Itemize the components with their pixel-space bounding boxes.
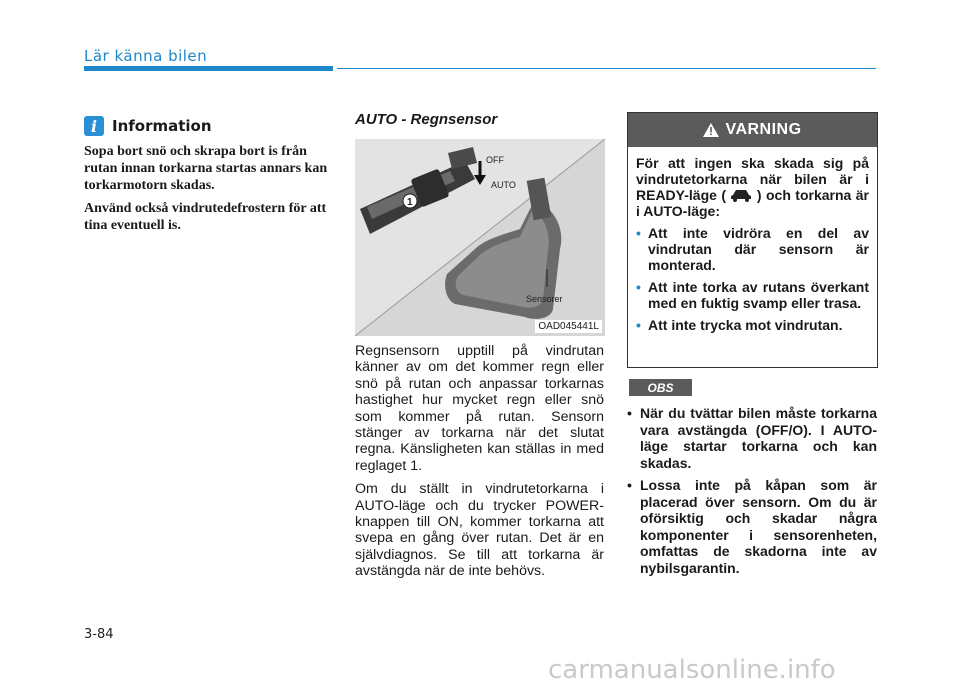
obs-badge: OBS [629, 379, 692, 396]
warning-body [628, 147, 877, 333]
body-paragraph: Regnsensorn upptill på vindrutan känner av om det kommer regn eller snö på rutan och anpassar torkarnas hastighet hur mycket regn eller snö som kommer på rutan. Sensorn stänger av torkarna när det slutat regna. Känsligheten kan ställas in med reglaget 1. [355, 343, 604, 474]
watermark: carmanualsonline.info [548, 655, 836, 685]
figure-code: OAD045441L [535, 320, 602, 333]
warning-list [636, 225, 869, 333]
info-body [84, 143, 332, 240]
info-icon: i [84, 116, 104, 136]
header-rule-thick [84, 66, 333, 71]
auto-section-body [355, 343, 604, 587]
rain-sensor-illustration [355, 139, 605, 336]
warning-item: • Att inte torka av rutans överkant med en fuktig svamp eller trasa. [636, 279, 869, 311]
warning-triangle-icon [703, 123, 719, 137]
wiper-stalk [360, 147, 477, 234]
obs-list [627, 405, 877, 582]
rain-sensor-figure [355, 139, 605, 336]
info-paragraph: Sopa bort snö och skrapa bort is från rutan innan torkarna startas annars kan torkarmotorn skadas. [84, 144, 328, 193]
warning-item: • Att inte vidröra en del av vindrutan där sensorn är monterad. [636, 225, 869, 273]
section-title: Lär känna bilen [84, 47, 208, 65]
obs-item: • När du tvättar bilen måste torkarna vara avstängda (OFF/O). I AUTO-läge startar torkarna och kan skadas. [627, 405, 877, 471]
info-paragraph: Använd också vindrutedefrostern för att tina eventuell is. [84, 201, 327, 233]
info-title: Information [112, 117, 212, 135]
page-number: 3-84 [84, 627, 114, 642]
auto-section-title: AUTO - Regnsensor [355, 111, 498, 128]
warning-box [627, 112, 878, 368]
figure-label-auto: AUTO [491, 180, 516, 190]
body-paragraph: Om du ställt in vindrutetorkarna i AUTO-läge och du trycker POWER-knappen till ON, kommer torkarna att svepa en gång över rutan. Det är en självdiagnos. Se till att torkarna är avstängda när de inte behövs. [355, 481, 604, 580]
car-ready-icon [730, 189, 752, 202]
figure-callout-number: 1 [407, 197, 413, 208]
warning-intro-start: För att ingen ska skada sig på vindrutetorkarna när bilen är i READY-läge ( [636, 155, 869, 203]
warning-item: • Att inte trycka mot vindrutan. [636, 317, 869, 333]
header-rule-thin [337, 68, 876, 69]
warning-header [628, 113, 877, 147]
obs-item: • Lossa inte på kåpan som är placerad över sensorn. Om du är oförsiktig och skadar några komponenter i sensorenheten, omfattas de skadorna inte av nybilsgarantin. [627, 477, 877, 576]
warning-title: VARNING [725, 121, 802, 138]
warning-intro-end: ) och torkarna är i AUTO-läge: [636, 187, 869, 219]
warning-intro [636, 155, 869, 219]
figure-label-off: OFF [486, 155, 504, 165]
figure-label-sensor: Sensorer [526, 294, 563, 304]
info-heading [84, 116, 212, 136]
